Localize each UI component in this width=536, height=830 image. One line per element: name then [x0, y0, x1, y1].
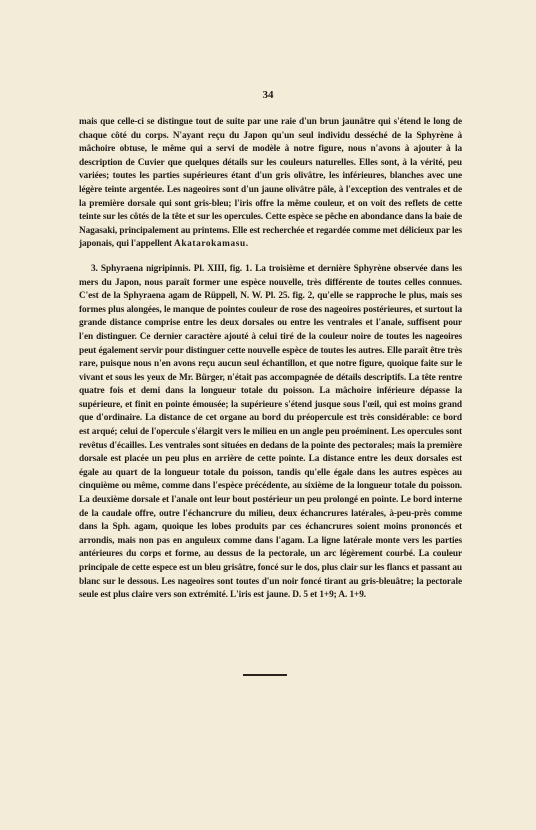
japanese-name: Akatarokamasu. [174, 239, 249, 250]
body-text [79, 116, 462, 614]
paragraph-sphyraena-nigripinnis: 3. Sphyraena nigripinnis. Pl. XIII, fig. 1. La troisième et dernière Sphyrène observée dans les mers du Japon, nous paraît former une espèce nouvelle, très différente de toutes celles connues. C'est de la Sphyraena agam de Rüppell, N. W. Pl. 25. fig. 2, qu'elle se rapproche le plus, mais ses formes plus alongées, le manque de pointes couleur de rose des nageoires postérieures, et surtout la grande distance comprise entre les deux dorsales ou entre les ventrales et l'anale, suffisent pour l'en distinguer. Ce dernier caractère ajouté à celui tiré de la couleur noire de toutes les nageoires peut également servir pour distinguer cette nouvelle espèce de toutes les autres. Elle paraît être très rare, puisque nous n'en avons reçu aucun seul échantillon, et que notre figure, quoique faite sur le vivant et sous les yeux de Mr. Bürger, n'était pas accompagnée de détails descriptifs. La tête rentre quatre fois et demi dans la longueur totale du poisson. La mâchoire inférieure dépasse la supérieure, et finit en pointe émousée; la supérieure s'étend jusque sous l'œil, qui est moins grand que d'ordinaire. La distance de cet organe au bord du préopercule est très considérable: ce bord est arqué; celui de l'opercule s'élargit vers le milieu en un angle peu proéminent. Les opercules sont revêtus d'écailles. Les ventrales sont situées en dedans de la pointe des pectorales; mais la première dorsale est placée un peu plus en arrière de cette pointe. La distance entre les deux dorsales est égale au quart de la longueur totale du poisson, tandis qu'elle égale dans les autres espèces au cinquième ou même, comme dans l'espèce précédente, au sixième de la longueur totale du poisson. La deuxième dorsale et l'anale ont leur bout postérieur un peu prolongé en pointe. Le bord interne de la caudale offre, outre l'échancrure du milieu, deux échancrures latérales, à-peu-près comme dans la Sph. agam, quoique les lobes produits par ces échancrures soient moins prononcés et arrondis, mais non pas en anguleux comme dans l'agam. La ligne latérale monte vers les parties antérieures du corps et forme, au dessus de la pectorale, un arc légèrement courbé. La couleur principale de cette espece est un bleu grisâtre, foncé sur le dos, plus clair sur les flancs et passant au blanc sur le dessous. Les nageoires sont toutes d'un noir foncé tirant au gris-bleuâtre; la pectorale seule est plus claire vers son extrémité. L'iris est jaune. D. 5 et 1+9; A. 1+9. [79, 263, 462, 601]
paragraph-text: mais que celle-ci se distingue tout de suite par une raie d'un brun jaunâtre qui s'étend le long de chaque côté du corps. N'ayant reçu du Japon qu'un seul individu desséché de la Sphyrène à mâchoire obtuse, le même qui a servi de modèle à notre figure, nous n'avons à ajouter à la description de Cuvier que quelques détails sur les couleurs naturelles. Elles sont, à la vérité, peu variées; toutes les parties supérieures étant d'un gris olivâtre, les inférieures, blanches avec une légère teinte argentée. Les nageoires sont d'un jaune olivâtre pâle, à l'exception des ventrales et de la première dorsale qui sont gris-bleu; l'iris offre la même couleur, et on voit des reflets de cette teinte sur les côtés de la tête et sur les opercules. Cette espèce se pêche en abondance dans la baie de Nagasaki, principalement au printems. Elle est recherchée et regardée comme met délicieux par les japonais, qui l'appellent [79, 117, 462, 250]
end-rule [243, 674, 287, 676]
paragraph-sphyrene-obtuse [79, 116, 462, 252]
page-number: 34 [262, 89, 274, 101]
